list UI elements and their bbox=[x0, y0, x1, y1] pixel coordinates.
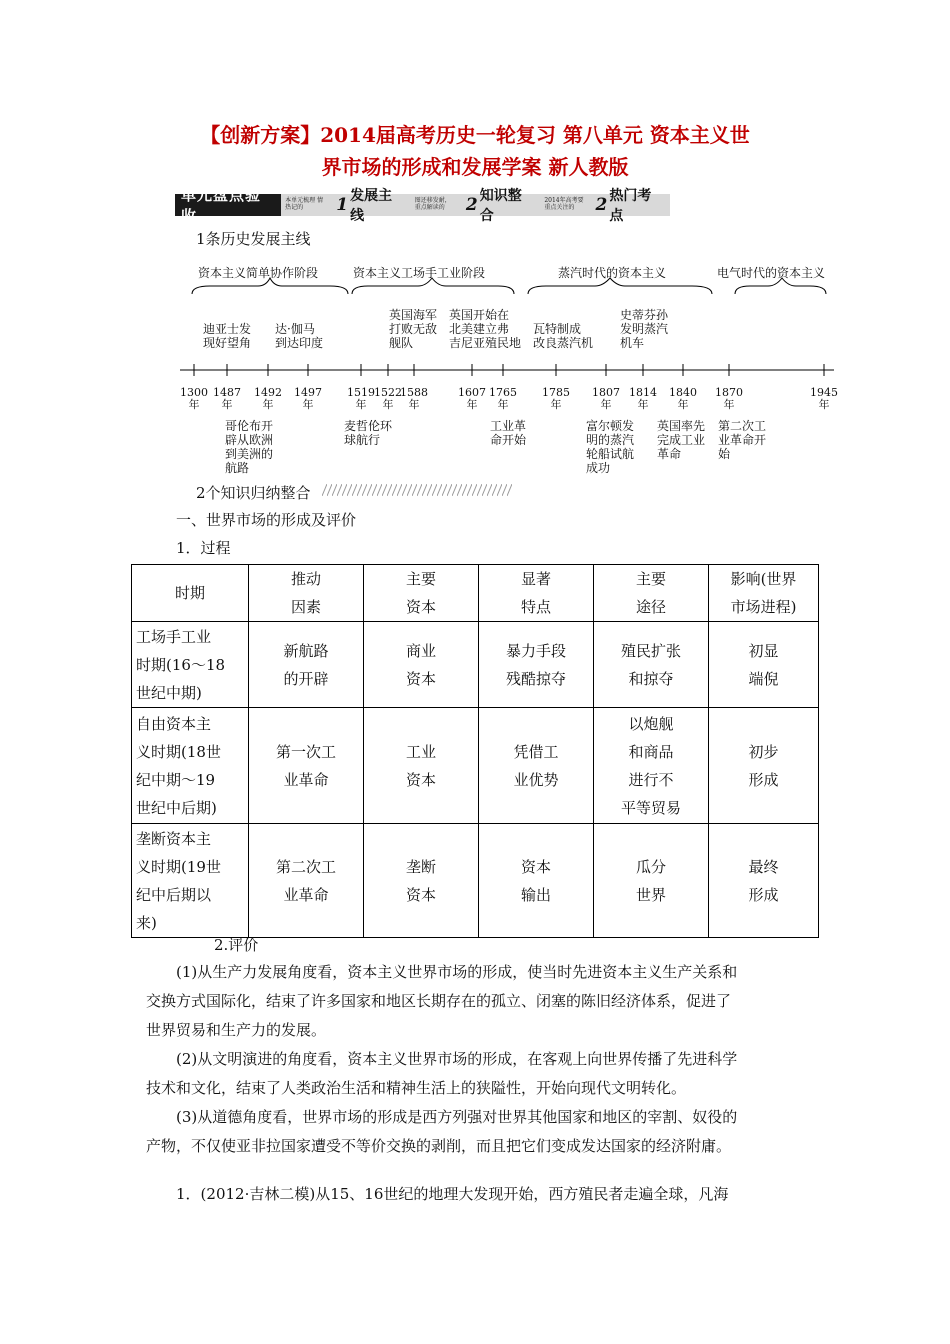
cell-period bbox=[132, 824, 249, 938]
timeline-year-label: 1522 年 bbox=[374, 386, 402, 411]
cell bbox=[709, 622, 819, 708]
event-magellan bbox=[344, 419, 392, 447]
header-text: 市场进程) bbox=[730, 598, 797, 616]
event-da-gama-line-2: 到达印度 bbox=[275, 336, 324, 350]
banner-tag-main-line bbox=[330, 188, 410, 224]
event-columbus-line-3: 到美洲的 bbox=[225, 447, 274, 461]
cell bbox=[479, 824, 594, 938]
timeline-year-label: 1840 年 bbox=[669, 386, 697, 411]
cell-text: 自由资本主 bbox=[136, 714, 212, 733]
banner-note-3: 2014年高考要重点关注的 bbox=[544, 197, 584, 211]
event-britain-completes-line-1: 英国率先 bbox=[657, 419, 706, 433]
event-columbus-line-1: 哥伦布开 bbox=[225, 419, 274, 433]
cell-text: 来) bbox=[136, 913, 157, 932]
header-features bbox=[479, 565, 594, 622]
header-text: 因素 bbox=[290, 598, 321, 616]
cell-text: 最终 bbox=[748, 857, 779, 876]
cell-text: 和商品 bbox=[628, 742, 674, 761]
cell-text: 垄断资本主 bbox=[136, 829, 212, 848]
header-driving-factor bbox=[249, 565, 364, 622]
question-1: 1．(2012·吉林二模)从15、16世纪的地理大发现开始，西方殖民者走遍全球，凡海 bbox=[176, 1185, 729, 1203]
event-fulton-line-3: 轮船试航 bbox=[586, 447, 635, 461]
header-text: 主要 bbox=[635, 570, 666, 588]
event-dias bbox=[203, 322, 251, 350]
cell-text: 输出 bbox=[520, 885, 551, 904]
cell bbox=[364, 622, 479, 708]
event-watt-line-1: 瓦特制成 bbox=[533, 322, 582, 336]
subheading-process: 1．过程 bbox=[176, 539, 231, 557]
header-main-capital bbox=[364, 565, 479, 622]
cell-text: 平等贸易 bbox=[620, 798, 681, 817]
event-armada bbox=[389, 308, 437, 350]
event-second-industrial-line-2: 业革命开 bbox=[718, 433, 767, 447]
event-magellan-line-2: 球航行 bbox=[344, 433, 381, 447]
header-main-route bbox=[594, 565, 709, 622]
cell-text: 第二次工 bbox=[275, 857, 336, 876]
cell-text: 进行不 bbox=[628, 770, 674, 789]
eval-paragraph-1-line-3: 世界贸易和生产力的发展。 bbox=[146, 1021, 327, 1039]
cell-text: 资本 bbox=[405, 885, 436, 904]
cell-text: 资本 bbox=[520, 857, 551, 876]
world-market-table bbox=[131, 564, 819, 938]
banner-note-2: 图还移发耐，重点解读的 bbox=[414, 197, 451, 211]
event-industrial-revolution-line-2: 命开始 bbox=[490, 433, 527, 447]
cell-text: 业优势 bbox=[513, 770, 559, 789]
event-dias-line-1: 迪亚士发 bbox=[203, 322, 252, 336]
cell-text: 义时期(18世 bbox=[136, 742, 221, 761]
timeline-year-label: 1765 年 bbox=[489, 386, 517, 411]
event-stephenson bbox=[620, 308, 668, 350]
event-watt-line-2: 改良蒸汽机 bbox=[533, 336, 594, 350]
timeline-year-label: 1487 年 bbox=[213, 386, 241, 411]
timeline-year-label: 1785 年 bbox=[542, 386, 570, 411]
table-row bbox=[132, 708, 819, 824]
cell-text: 以炮舰 bbox=[628, 714, 674, 733]
banner-tag-1-number: 1 bbox=[336, 195, 349, 215]
eval-paragraph-3-line-1: (3)从道德角度看，世界市场的形成是西方列强对世界其他国家和地区的宰割、奴役的 bbox=[176, 1108, 738, 1126]
event-da-gama-line-1: 达·伽马 bbox=[275, 322, 315, 336]
cell-text: 残酷掠夺 bbox=[505, 669, 566, 688]
timeline-year-label: 1814 年 bbox=[629, 386, 657, 411]
header-text: 主要 bbox=[405, 570, 436, 588]
banner-tag-1-label: 发展主线 bbox=[350, 188, 393, 224]
cell-text: 世界 bbox=[635, 885, 666, 904]
unit-review-banner bbox=[175, 186, 670, 225]
event-armada-line-3: 舰队 bbox=[389, 336, 414, 350]
event-stephenson-line-3: 机车 bbox=[620, 336, 645, 350]
eval-paragraph-1-line-1: (1)从生产力发展角度看，资本主义世界市场的形成，使当时先进资本主义生产关系和 bbox=[176, 963, 738, 981]
cell bbox=[709, 708, 819, 824]
eval-paragraph-1-line-2: 交换方式国际化，结束了许多国家和地区长期存在的孤立、闭塞的陈旧经济体系，促进了 bbox=[146, 992, 732, 1010]
cell-text: 的开辟 bbox=[283, 669, 329, 688]
eval-paragraph-2-line-2: 技术和文化，结束了人类政治生活和精神生活上的狭隘性，开始向现代文明转化。 bbox=[146, 1079, 687, 1097]
event-virginia bbox=[449, 308, 521, 350]
event-virginia-line-2: 北美建立弗 bbox=[449, 322, 510, 336]
hatched-divider bbox=[322, 484, 512, 496]
cell bbox=[479, 708, 594, 824]
event-fulton-line-2: 明的蒸汽 bbox=[586, 433, 635, 447]
event-da-gama bbox=[275, 322, 323, 350]
cell-text: 新航路 bbox=[283, 641, 329, 660]
timeline-year-label: 1519 年 bbox=[347, 386, 375, 411]
banner-tag-knowledge bbox=[460, 188, 540, 224]
event-columbus-line-2: 辟从欧洲 bbox=[225, 433, 274, 447]
document-title-line-2: 界市场的形成和发展学案 新人教版 bbox=[321, 155, 629, 179]
event-britain-completes bbox=[657, 419, 705, 461]
cell bbox=[249, 708, 364, 824]
cell-text: 端倪 bbox=[748, 669, 779, 688]
cell-text: 业革命 bbox=[283, 770, 329, 789]
event-stephenson-line-2: 发明蒸汽 bbox=[620, 322, 669, 336]
cell bbox=[249, 622, 364, 708]
event-industrial-revolution bbox=[490, 419, 526, 447]
cell-text: 时期(16～18 bbox=[136, 655, 226, 674]
eval-paragraph-3-line-2: 产物，不仅使亚非拉国家遭受不等价交换的剥削，而且把它们变成发达国家的经济附庸。 bbox=[146, 1137, 732, 1155]
event-fulton bbox=[586, 419, 634, 475]
cell-text: 形成 bbox=[748, 770, 779, 789]
timeline-year-label: 1870 年 bbox=[715, 386, 743, 411]
cell bbox=[364, 824, 479, 938]
cell bbox=[249, 824, 364, 938]
header-text: 推动 bbox=[290, 570, 321, 588]
header-text: 资本 bbox=[405, 598, 436, 616]
era-label-3: 蒸汽时代的资本主义 bbox=[558, 266, 667, 280]
event-britain-completes-line-2: 完成工业 bbox=[657, 433, 706, 447]
era-label-4: 电气时代的资本主义 bbox=[717, 266, 826, 280]
event-columbus bbox=[225, 419, 273, 475]
event-virginia-line-3: 吉尼亚殖民地 bbox=[449, 336, 522, 350]
cell-text: 凭借工 bbox=[513, 742, 559, 761]
event-second-industrial bbox=[718, 419, 766, 461]
header-text: 途径 bbox=[635, 598, 666, 616]
timeline-year-label: 1492 年 bbox=[254, 386, 282, 411]
header-impact bbox=[709, 565, 819, 622]
cell-text: 世纪中期) bbox=[136, 683, 202, 702]
cell-text: 和掠夺 bbox=[628, 669, 674, 688]
section-heading-main-line: 1条历史发展主线 bbox=[196, 230, 311, 248]
cell-text: 业革命 bbox=[283, 885, 329, 904]
subheading-evaluation: 2.评价 bbox=[214, 936, 259, 954]
event-second-industrial-line-3: 始 bbox=[718, 447, 731, 461]
cell-text: 初显 bbox=[748, 641, 779, 660]
cell bbox=[709, 824, 819, 938]
table-header-row bbox=[132, 565, 819, 622]
timeline-year-label: 1588 年 bbox=[400, 386, 428, 411]
header-text: 影响(世界 bbox=[730, 570, 797, 588]
timeline-year-label: 1607 年 bbox=[458, 386, 486, 411]
banner-tag-hot-topics bbox=[590, 188, 670, 224]
event-britain-completes-line-3: 革命 bbox=[657, 447, 682, 461]
event-armada-line-1: 英国海军 bbox=[389, 308, 438, 322]
cell-text: 资本 bbox=[405, 770, 436, 789]
header-text: 显著 bbox=[520, 570, 551, 588]
cell-text: 纪中期～19 bbox=[136, 770, 216, 789]
cell-text: 第一次工 bbox=[275, 742, 336, 761]
table-row bbox=[132, 824, 819, 938]
cell bbox=[594, 622, 709, 708]
header-text: 时期 bbox=[174, 584, 205, 602]
event-stephenson-line-1: 史蒂芬孙 bbox=[620, 308, 669, 322]
part-1-heading: 一、世界市场的形成及评价 bbox=[176, 511, 357, 529]
table-row bbox=[132, 622, 819, 708]
cell-text: 暴力手段 bbox=[505, 641, 566, 660]
cell-period bbox=[132, 622, 249, 708]
event-fulton-line-4: 成功 bbox=[586, 461, 611, 475]
cell-text: 瓜分 bbox=[635, 857, 666, 876]
timeline-year-label: 1300 年 bbox=[180, 386, 208, 411]
header-period bbox=[132, 565, 249, 622]
era-label-1: 资本主义简单协作阶段 bbox=[198, 266, 319, 280]
cell-text: 工业 bbox=[405, 742, 436, 761]
timeline-year-label: 1497 年 bbox=[294, 386, 322, 411]
era-label-2: 资本主义工场手工业阶段 bbox=[353, 266, 486, 280]
section-heading-knowledge: 2个知识归纳整合 bbox=[196, 484, 311, 502]
event-second-industrial-line-1: 第二次工 bbox=[718, 419, 767, 433]
timeline-year-label: 1945 年 bbox=[810, 386, 838, 411]
cell-text: 垄断 bbox=[405, 857, 436, 876]
banner-tag-3-number: 2 bbox=[595, 195, 608, 215]
banner-tag-2-label: 知识整合 bbox=[479, 188, 522, 224]
banner-tag-3-label: 热门考点 bbox=[609, 188, 652, 224]
cell bbox=[364, 708, 479, 824]
banner-tag-2-number: 2 bbox=[465, 195, 478, 215]
cell bbox=[594, 824, 709, 938]
banner-lead: 单元盘点验收 bbox=[175, 194, 281, 216]
event-industrial-revolution-line-1: 工业革 bbox=[490, 419, 527, 433]
timeline-year-label: 1807 年 bbox=[592, 386, 620, 411]
event-dias-line-2: 现好望角 bbox=[203, 336, 252, 350]
cell bbox=[479, 622, 594, 708]
header-text: 特点 bbox=[520, 598, 551, 616]
event-fulton-line-1: 富尔顿发 bbox=[586, 419, 635, 433]
cell-text: 世纪中后期) bbox=[136, 798, 217, 817]
cell-text: 资本 bbox=[405, 669, 436, 688]
cell-text: 形成 bbox=[748, 885, 779, 904]
event-armada-line-2: 打败无敌 bbox=[389, 322, 438, 336]
cell-period bbox=[132, 708, 249, 824]
cell-text: 商业 bbox=[405, 641, 436, 660]
cell-text: 殖民扩张 bbox=[620, 641, 681, 660]
cell-text: 纪中后期以 bbox=[136, 885, 212, 904]
cell-text: 工场手工业 bbox=[136, 627, 212, 646]
cell bbox=[594, 708, 709, 824]
event-columbus-line-4: 航路 bbox=[225, 461, 250, 475]
banner-note-1: 本单元梳理 情热记的 bbox=[285, 197, 324, 211]
eval-paragraph-2-line-1: (2)从文明演进的角度看，资本主义世界市场的形成，在客观上向世界传播了先进科学 bbox=[176, 1050, 738, 1068]
event-watt bbox=[533, 322, 593, 350]
cell-text: 初步 bbox=[748, 742, 779, 761]
document-title-line-1: 【创新方案】2014届高考历史一轮复习 第八单元 资本主义世 bbox=[200, 123, 750, 147]
event-virginia-line-1: 英国开始在 bbox=[449, 308, 510, 322]
event-magellan-line-1: 麦哲伦环 bbox=[344, 419, 393, 433]
cell-text: 义时期(19世 bbox=[136, 857, 221, 876]
